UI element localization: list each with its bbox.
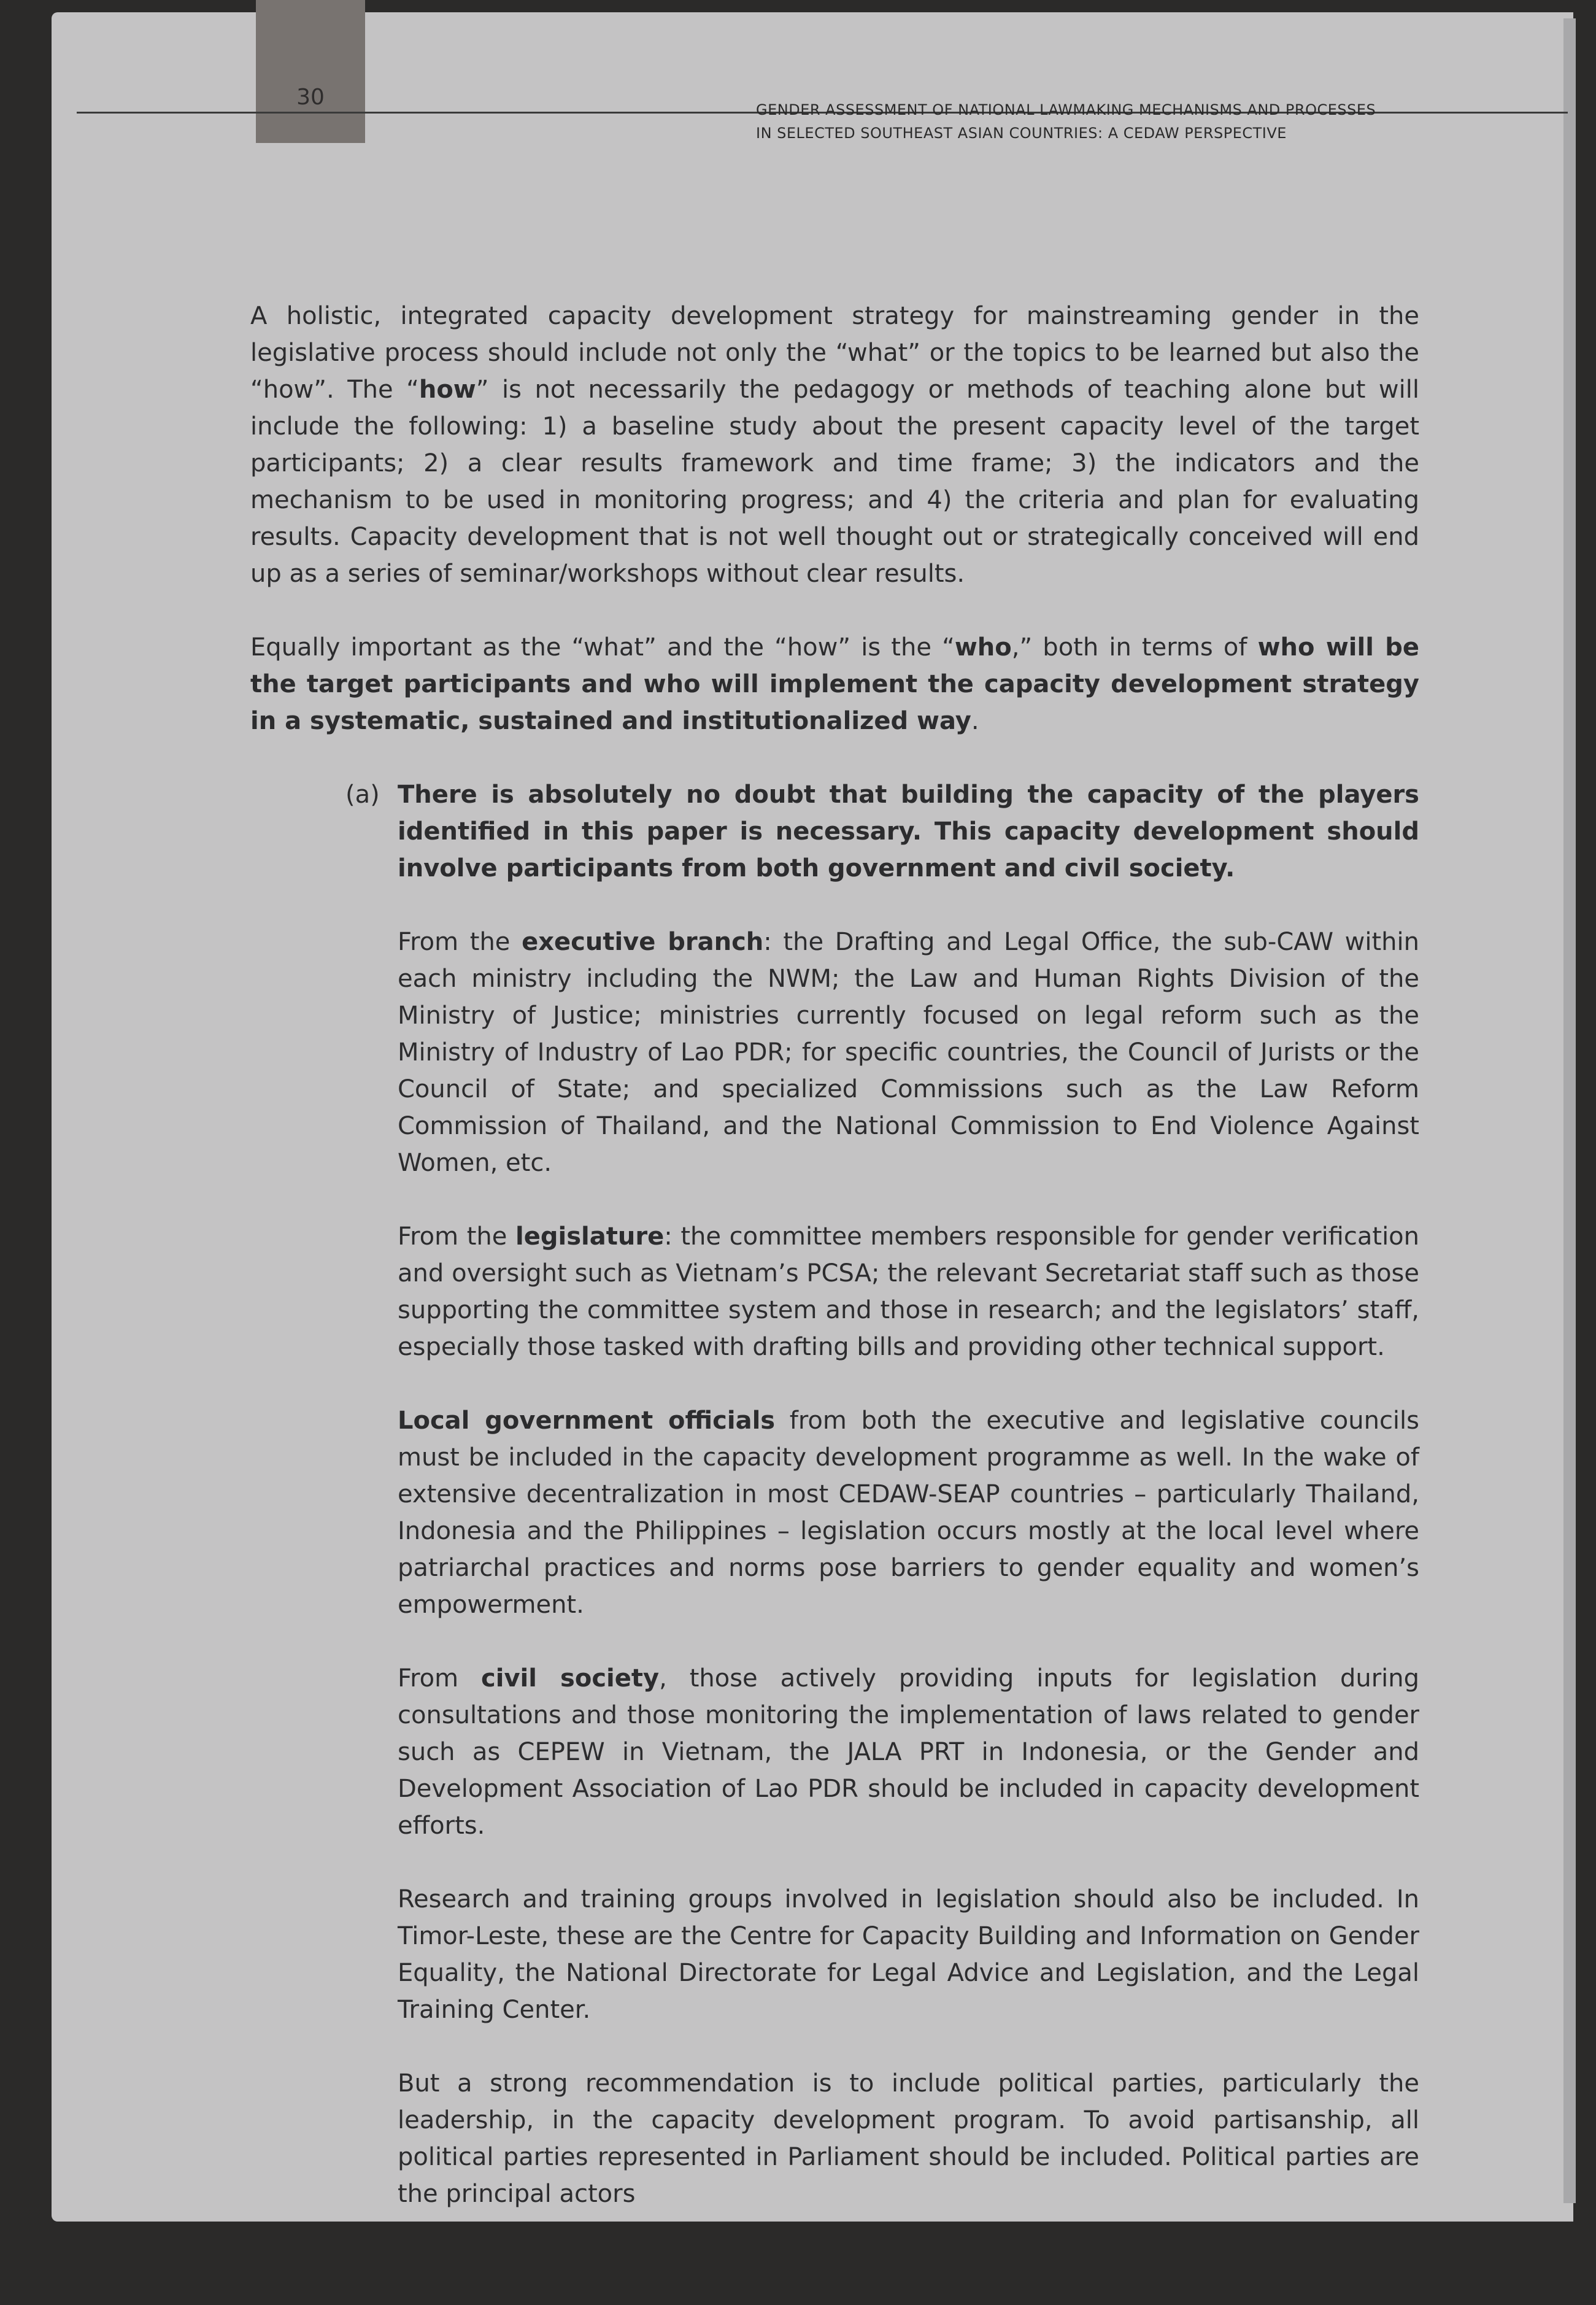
text-run: ,” both in terms of <box>1011 633 1258 662</box>
running-header-line-1: GENDER ASSESSMENT OF NATIONAL LAWMAKING MECHANISMS AND PROCESSES <box>756 101 1376 118</box>
paragraph-research-groups: Research and training groups involved in legislation should also be included. In Timor-Leste, these are the Centre for Capacity Building and Information on Gender Equality, the National Directorate for Legal Advice and Legislation, and the Legal Training Center. <box>398 1885 1419 2024</box>
bold-run: executive branch <box>522 928 764 956</box>
bold-run: who will be the target participants and who will implement the capacity development strategy in a systematic, sustained and institutionalized way <box>250 633 1420 735</box>
paragraph-legislature <box>398 1218 1419 1365</box>
bold-run: how <box>418 376 476 404</box>
page-edge <box>1563 18 1576 2203</box>
paragraph-local-government <box>398 1402 1419 1623</box>
text-run: : the committee members responsible for gender verification and oversight such as Vietnam’s PCSA; the relevant Secretariat staff such as those supporting the committee system and those in research; and the legislators’ staff, especially those tasked with drafting bills and providing other technical support. <box>398 1222 1420 1361</box>
list-label: (a) <box>345 781 380 809</box>
page-number-tab <box>256 0 365 143</box>
paragraph-who <box>250 629 1419 739</box>
paragraph-executive-branch <box>398 924 1419 1181</box>
text-run: from both the executive and legislative councils must be included in the capacity development programme as well. In the wake of extensive decentralization in most CEDAW-SEAP countries – particularly Thailand, Indonesia and the Philippines – legislation occurs mostly at the local level where patriarchal practices and norms pose barriers to gender equality and women’s empowerment. <box>398 1407 1420 1619</box>
list-item-a <box>250 776 1419 2212</box>
text-run: From <box>398 1664 482 1693</box>
bold-run: Local government officials <box>398 1407 776 1435</box>
running-header-line-2: IN SELECTED SOUTHEAST ASIAN COUNTRIES: A CEDAW PERSPECTIVE <box>756 125 1287 142</box>
bold-run: civil society <box>481 1664 660 1693</box>
text-run: . <box>971 707 979 735</box>
paragraph-civil-society <box>398 1660 1419 1844</box>
list-item-heading <box>398 776 1419 887</box>
text-run: , those actively providing inputs for legislation during consultations and those monitoring the implementation of laws related to gender such as CEPEW in Vietnam, the JALA PRT in Indonesia, or the Gender and Development Association of Lao PDR should be included in capacity development efforts. <box>398 1664 1419 1840</box>
text-run: : the Drafting and Legal Office, the sub-CAW within each ministry including the NWM; the Law and Human Rights Division of the Ministry of Justice; ministries currently focused on legal reform such as the Ministry of Industry of Lao PDR; for specific countries, the Council of Jurists or the Council of State; and specialized Commissions such as the Law Reform Commission of Thailand, and the National Commission to End Violence Against Women, etc. <box>398 928 1419 1177</box>
text-run: ” is not necessarily the pedagogy or methods of teaching alone but will include the following: 1) a baseline study about the present capacity level of the target participants; 2) a clear results framework and time frame; 3) the indicators and the mechanism to be used in monitoring progress; and 4) the criteria and plan for evaluating results. Capacity development that is not well thought out or strategically conceived will end up as a series of seminar/workshops without clear results. <box>250 376 1419 588</box>
paragraph-political-parties: But a strong recommendation is to include political parties, particularly the leadership, in the capacity development program. To avoid partisanship, all political parties represented in Parliament should be included. Political parties are the principal actors <box>398 2069 1419 2208</box>
page-number: 30 <box>296 85 325 110</box>
running-header <box>756 98 1376 145</box>
text-run: A holistic, integrated capacity development strategy for mainstreaming gender in the legislative process should include not only the “what” or the topics to be learned but also the “how”. The “ <box>250 302 1419 404</box>
text-run: From the <box>398 1222 516 1251</box>
bold-run: legislature <box>515 1222 665 1251</box>
body-text <box>250 298 1419 2249</box>
text-run: Equally important as the “what” and the “how” is the “ <box>250 633 955 662</box>
paragraph-capacity-strategy <box>250 298 1419 592</box>
bold-run: who <box>954 633 1012 662</box>
bold-run: There is absolutely no doubt that building the capacity of the players identified in this paper is necessary. This capacity development should involve participants from both government and civil society. <box>398 781 1419 882</box>
text-run: From the <box>398 928 522 956</box>
